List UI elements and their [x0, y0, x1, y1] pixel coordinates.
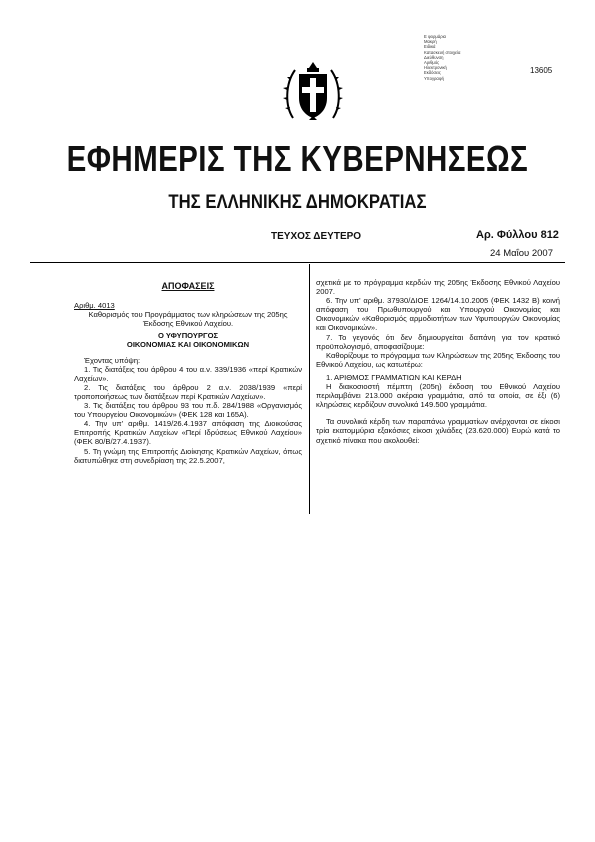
issue-date: 24 Μαΐου 2007 [490, 248, 553, 259]
list-item: 6. Την υπ' αριθμ. 37930/ΔΙΟΕ 1264/14.10.2005 (ΦΕΚ 1432 Β) κοινή απόφαση του Πρωθυπουργού και Υπουργού Οικονομίας και Οικονομικών «Καθορισμός αρμοδιοτήτων των Υφυπουργών Οικονομίας και Οικονομικών». [316, 296, 560, 333]
list-item: 3. Τις διατάξεις του άρθρου 93 του π.δ. 284/1988 «Οργανισμός του Υπουργείου Οικονομικών» (ΦΕΚ 128 και 165Α). [74, 401, 302, 420]
column-divider [309, 264, 310, 514]
list-item: 7. Το γεγονός ότι δεν δημιουργείται δαπάνη για τον κρατικό προϋπολογισμό, αποφασίζουμε: [316, 332, 560, 351]
right-column [316, 278, 560, 445]
stamp-line: Εκδόσεις [424, 70, 441, 76]
greek-coat-of-arms-emblem [283, 60, 343, 126]
page-number: 13605 [530, 66, 553, 75]
section-title: 1. ΑΡΙΘΜΟΣ ΓΡΑΜΜΑΤΙΩΝ ΚΑΙ ΚΕΡΔΗ [326, 372, 462, 382]
header-divider [30, 262, 565, 263]
sheet-number: Αρ. Φύλλου 812 [476, 229, 559, 241]
continuation-text: σχετικά με το πρόγραμμα κερδών της 205ης Έκδοσης Εθνικού Λαχείου 2007. [316, 278, 560, 297]
decision-text: Καθορίζουμε το πρόγραμμα των Κληρώσεων της 205ης Έκδοσης του Εθνικού Λαχείου, ως κατωτέρω: [316, 350, 560, 369]
authority-line-1: Ο ΥΦΥΠΟΥΡΓΟΣ [157, 331, 219, 341]
stamp-line: Διεύθυνση [424, 54, 444, 60]
list-item: 1. Τις διατάξεις του άρθρου 4 του α.ν. 339/1936 «περί Κρατικών Λαχείων». [74, 364, 302, 383]
intro-text: Έχοντας υπόψη: [84, 355, 141, 365]
list-item: 2. Τις διατάξεις του άρθρου 2 α.ν. 2038/1939 «περί τροποποιήσεως των διατάξεων περί Κρατικών Λαχείων». [74, 382, 302, 401]
authority-line-2: ΟΙΚΟΝΟΜΙΑΣ ΚΑΙ ΟΙΚΟΝΟΜΙΚΩΝ [126, 340, 250, 350]
issue-label: ΤΕΥΧΟΣ ΔΕΥΤΕΡΟ [271, 231, 362, 242]
stamp-line: Ε φορμάρια [424, 34, 446, 39]
gazette-subtitle: ΤΗΣ ΕΛΛΗΝΙΚΗΣ ΔΗΜΟΚΡΑΤΙΑΣ [168, 192, 427, 213]
list-item: 5. Τη γνώμη της Επιτροπής Διοίκησης Κρατικών Λαχείων, όπως διατυπώθηκε στη συνεδρίαση της 22.5.2007, [74, 446, 302, 465]
section-heading: ΑΠΟΦΑΣΕΙΣ [161, 281, 215, 291]
stamp-line: Ειδικά [424, 44, 436, 50]
decision-subject: Καθορισμός του Προγράμματος των κληρώσεων της 205ης Έκδοσης Εθνικού Λαχείου. [88, 310, 288, 329]
total-text: Τα συνολικά κέρδη των παραπάνω γραμματίων ανέρχονται σε είκοσι τρία εκατομμύρια εξακόσιες είκοσι χιλιάδες (23.620.000) Ευρώ κατά το σχετικό πίνακα που ακολουθεί: [316, 417, 560, 445]
stamp-line: Υπογραφή [424, 75, 444, 81]
decision-number: Αριθμ. 4013 [74, 301, 115, 311]
stamp-line: Ηλεκτρονική [424, 65, 447, 71]
stamp-line: Μακρή [424, 39, 437, 45]
stamp-line: Κατασκευή στοιχεία [424, 49, 461, 55]
list-item: 4. Την υπ' αριθμ. 1419/26.4.1937 απόφαση της Διοικούσας Επιτροπής Κρατικών Λαχείων «Περί Ιδρύσεως Εθνικού Λαχείου» (ΦΕΚ 80/Β/27.4.1937). [74, 419, 302, 447]
stamp-line: Αριθμός [424, 60, 440, 66]
gazette-title: ΕΦΗΜΕΡΙΣ ΤΗΣ ΚΥΒΕΡΝΗΣΕΩΣ [66, 138, 529, 179]
official-stamp [424, 34, 484, 81]
section-text: Η διακοσιοστή πέμπτη (205η) έκδοση του Εθνικού Λαχείου περιλαμβάνει 213.000 ακέραια γραμμάτια, από τα οποία, σε έξι (6) κληρώσεις κερδίζουν συνολικά 149.500 γραμμάτια. [316, 382, 560, 410]
left-column [74, 282, 302, 465]
